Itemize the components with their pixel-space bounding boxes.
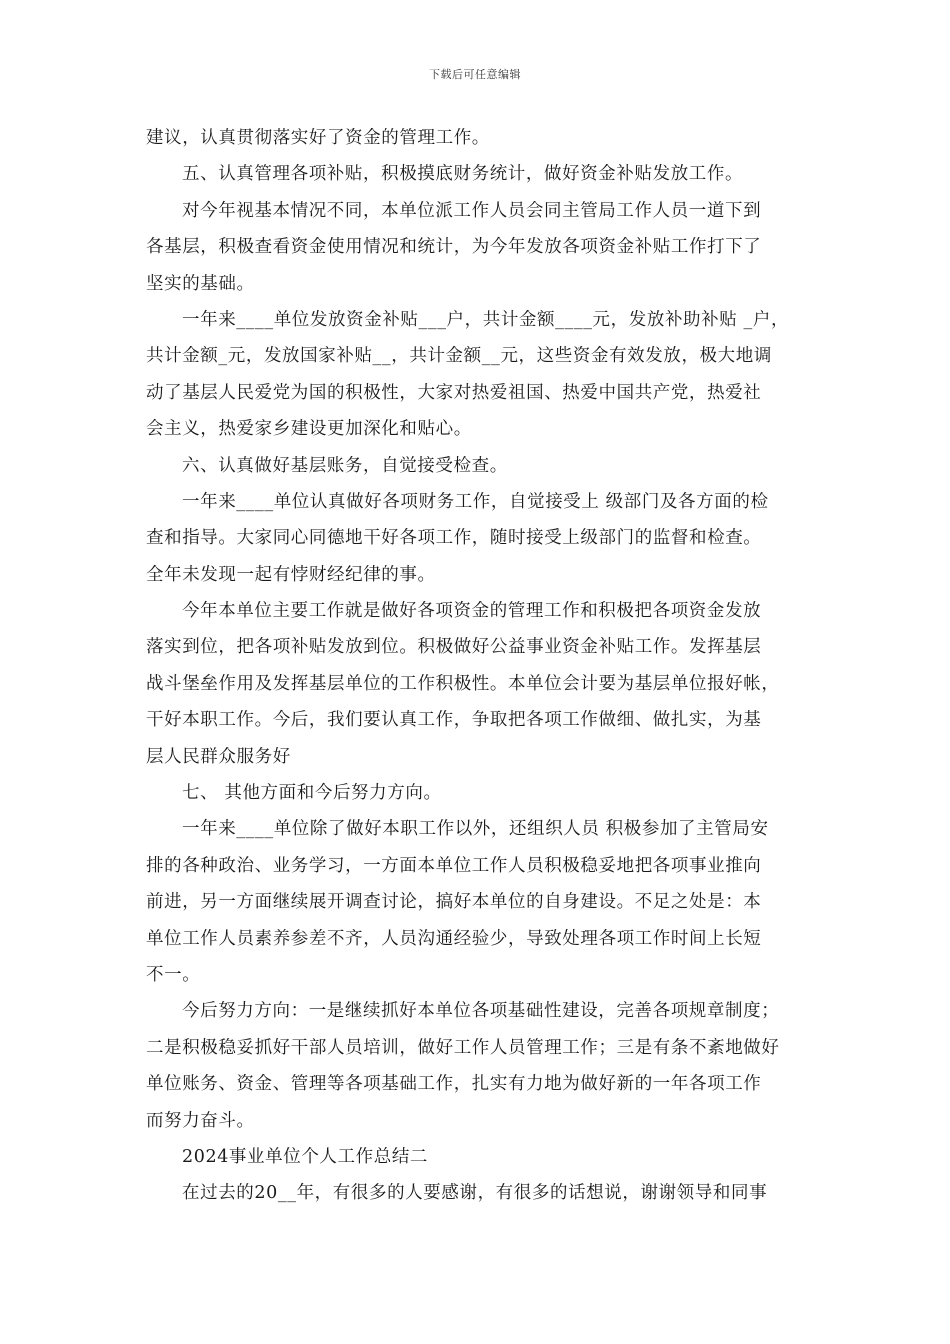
text-line: 在过去的20__年，有很多的人要感谢，有很多的话想说，谢谢领导和同事 bbox=[182, 1183, 768, 1204]
text-line: 查和指导。大家同心同德地干好各项工作，随时接受上级部门的监督和检查。 bbox=[146, 528, 762, 549]
text-line: 坚实的基础。 bbox=[146, 273, 255, 294]
text-line: 一年来____单位发放资金补贴___户，共计金额____元，发放补助补贴 _户， bbox=[182, 309, 790, 330]
text-line: 二是积极稳妥抓好干部人员培训，做好工作人员管理工作；三是有条不紊地做好 bbox=[146, 1037, 780, 1058]
text-line: 会主义，热爱家乡建设更加深化和贴心。 bbox=[146, 419, 472, 440]
text-line: 对今年视基本情况不同，本单位派工作人员会同主管局工作人员一道下到 bbox=[182, 200, 762, 221]
text-line: 各基层，积极查看资金使用情况和统计，为今年发放各项资金补贴工作打下了 bbox=[146, 237, 762, 258]
text-line: 单位账务、资金、管理等各项基础工作，扎实有力地为做好新的一年各项工作 bbox=[146, 1074, 762, 1095]
text-line: 不一。 bbox=[146, 964, 201, 985]
text-line: 前进，另一方面继续展开调查讨论，搞好本单位的自身建设。不足之处是：本 bbox=[146, 892, 762, 913]
document-subtitle: 2024事业单位个人工作总结二 bbox=[182, 1146, 429, 1167]
section-heading: 六、认真做好基层账务，自觉接受检查。 bbox=[182, 455, 508, 476]
section-heading: 七、 其他方面和今后努力方向。 bbox=[182, 783, 442, 804]
text-line: 战斗堡垒作用及发挥基层单位的工作积极性。本单位会计要为基层单位报好帐， bbox=[146, 673, 780, 694]
text-line: 一年来____单位认真做好各项财务工作，自觉接受上 级部门及各方面的检 bbox=[182, 491, 769, 512]
text-line: 排的各种政治、业务学习，一方面本单位工作人员积极稳妥地把各项事业推向 bbox=[146, 855, 762, 876]
page-header-note: 下载后可任意编辑 bbox=[429, 68, 521, 81]
text-line: 单位工作人员素养参差不齐，人员沟通经验少，导致处理各项工作时间上长短 bbox=[146, 928, 762, 949]
text-line: 建议，认真贯彻落实好了资金的管理工作。 bbox=[146, 128, 490, 148]
text-line: 而努力奋斗。 bbox=[146, 1110, 255, 1131]
text-line: 全年未发现一起有悖财经纪律的事。 bbox=[146, 564, 436, 585]
text-line: 一年来____单位除了做好本职工作以外，还组织人员 积极参加了主管局安 bbox=[182, 819, 769, 840]
text-line: 层人民群众服务好 bbox=[146, 746, 291, 767]
text-line: 落实到位，把各项补贴发放到位。积极做好公益事业资金补贴工作。发挥基层 bbox=[146, 637, 762, 658]
text-line: 今后努力方向：一是继续抓好本单位各项基础性建设，完善各项规章制度； bbox=[182, 1001, 780, 1022]
document-body bbox=[146, 120, 810, 1212]
text-line: 今年本单位主要工作就是做好各项资金的管理工作和积极把各项资金发放 bbox=[182, 601, 762, 622]
text-line: 动了基层人民爱党为国的积极性，大家对热爱祖国、热爱中国共产党，热爱社 bbox=[146, 382, 762, 403]
text-line: 干好本职工作。今后，我们要认真工作，争取把各项工作做细、做扎实，为基 bbox=[146, 710, 762, 731]
text-line: 共计金额_元，发放国家补贴__，共计金额__元，这些资金有效发放，极大地调 bbox=[146, 346, 772, 367]
section-heading: 五、认真管理各项补贴，积极摸底财务统计，做好资金补贴发放工作。 bbox=[182, 164, 744, 185]
